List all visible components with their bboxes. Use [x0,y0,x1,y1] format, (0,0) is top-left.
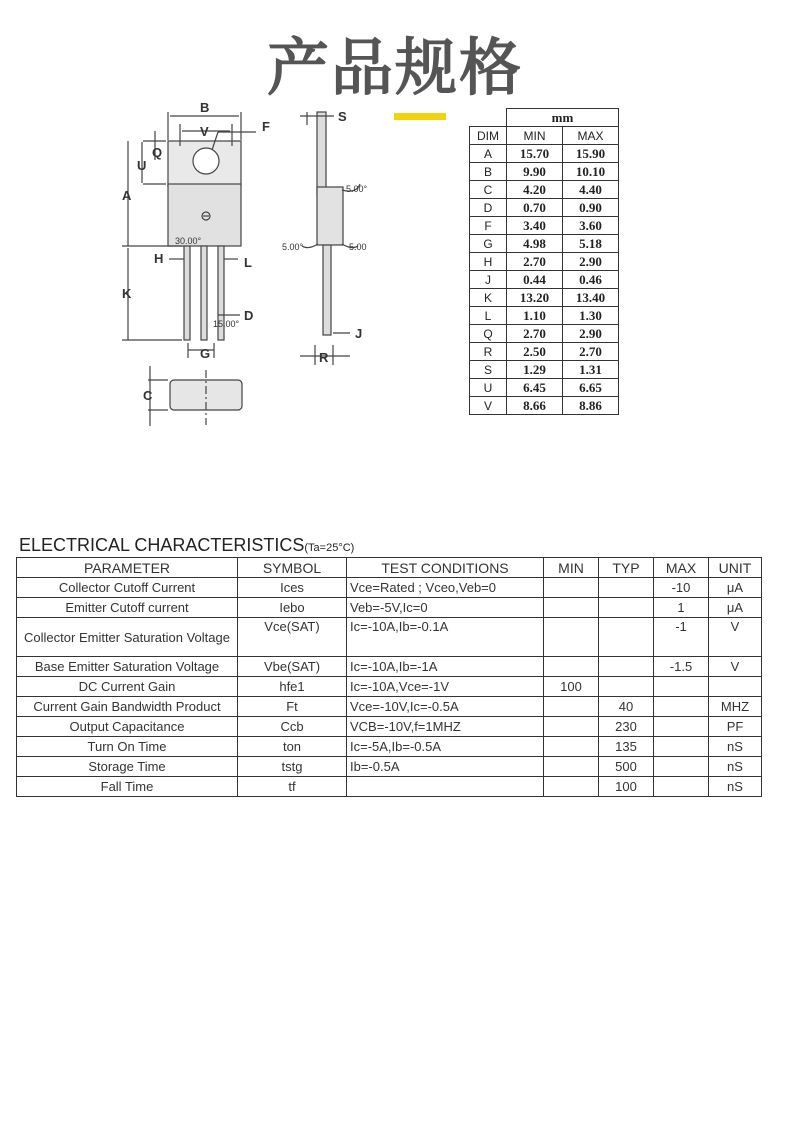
table-row [17,717,762,737]
header-symbol: SYMBOL [238,558,347,578]
cell-conditions [347,777,544,797]
cell-unit: nS [709,777,762,797]
angle-label-5-left: 5.00° [282,242,304,252]
cell-parameter: Fall Time [17,777,238,797]
dim-label-h: H [154,251,164,266]
electrical-section-title [19,535,354,556]
cell-parameter: Turn On Time [17,737,238,757]
dimension-header-row [470,127,619,145]
table-row [17,618,762,657]
cell-min [544,578,599,598]
dimension-max: 1.30 [563,307,619,325]
dimension-min: 8.66 [507,397,563,415]
angle-label-15: 15.00° [213,319,240,329]
dimension-row [470,343,619,361]
cell-min: 100 [544,677,599,697]
dimension-min: 0.44 [507,271,563,289]
dimension-max: 15.90 [563,145,619,163]
dimension-max: 2.90 [563,325,619,343]
cell-parameter: DC Current Gain [17,677,238,697]
cell-conditions: Vce=Rated ; Vceo,Veb=0 [347,578,544,598]
header-max: MAX [654,558,709,578]
dimension-min: 1.10 [507,307,563,325]
dim-label-g: G [200,346,211,361]
table-row [17,757,762,777]
dimension-min: 0.70 [507,199,563,217]
dim-label-u: U [137,158,147,173]
cell-max: -1 [654,618,709,657]
dimension-min: 6.45 [507,379,563,397]
dimension-dim: L [470,307,507,325]
cell-typ: 135 [599,737,654,757]
angle-label-5-top: 5.00° [346,184,368,194]
cell-typ: 100 [599,777,654,797]
cell-symbol: Ccb [238,717,347,737]
dimension-header-min: MIN [507,127,563,145]
dim-label-s: S [338,109,347,124]
cell-symbol: Vbe(SAT) [238,657,347,677]
electrical-characteristics-table [16,557,762,797]
dimension-row [470,181,619,199]
dimension-max: 13.40 [563,289,619,307]
cell-min [544,697,599,717]
package-outline-drawing [110,100,460,430]
dimension-max: 8.86 [563,397,619,415]
cell-min [544,598,599,618]
cell-typ [599,677,654,697]
dimension-dim: C [470,181,507,199]
dimension-min: 2.70 [507,325,563,343]
cell-min [544,757,599,777]
dimension-min: 3.40 [507,217,563,235]
dimension-max: 1.31 [563,361,619,379]
header-parameter: PARAMETER [17,558,238,578]
electrical-condition: (Ta=25°C) [304,542,355,554]
dimension-row [470,289,619,307]
dimension-dim: F [470,217,507,235]
page-title: 产品规格 [266,31,523,104]
cell-unit: V [709,657,762,677]
header-test-conditions: TEST CONDITIONS [347,558,544,578]
dimension-dim: R [470,343,507,361]
dimension-dim: G [470,235,507,253]
dimension-max: 3.60 [563,217,619,235]
table-row [17,677,762,697]
table-row [17,737,762,757]
cell-conditions: Ic=-10A,Ib=-0.1A [347,618,544,657]
dimension-row [470,325,619,343]
cell-typ [599,618,654,657]
dimension-unit-row [470,109,619,127]
dimension-row [470,307,619,325]
dimension-dim: K [470,289,507,307]
header-min: MIN [544,558,599,578]
dimension-dim: A [470,145,507,163]
cell-conditions: Veb=-5V,Ic=0 [347,598,544,618]
dimension-dim: S [470,361,507,379]
dimension-min: 2.70 [507,253,563,271]
cell-symbol: tstg [238,757,347,777]
dimension-row [470,163,619,181]
dimension-row [470,145,619,163]
cell-unit: V [709,618,762,657]
dim-label-f: F [262,119,270,134]
cell-unit [709,677,762,697]
dim-label-d: D [244,308,254,323]
cell-symbol: Ft [238,697,347,717]
dimension-row [470,271,619,289]
electrical-header-row [17,558,762,578]
cell-unit: μA [709,578,762,598]
dimension-row [470,397,619,415]
cell-typ: 230 [599,717,654,737]
cell-conditions: Ib=-0.5A [347,757,544,777]
dimension-row [470,253,619,271]
header-typ: TYP [599,558,654,578]
cell-max [654,717,709,737]
cell-max [654,677,709,697]
dimension-row [470,235,619,253]
cell-unit: MHZ [709,697,762,717]
dim-label-b: B [200,100,210,115]
table-row [17,578,762,598]
dimension-dim: H [470,253,507,271]
dimension-min: 13.20 [507,289,563,307]
dimension-max: 0.46 [563,271,619,289]
dimension-min: 4.20 [507,181,563,199]
dimension-max: 0.90 [563,199,619,217]
cell-min [544,717,599,737]
cell-typ: 40 [599,697,654,717]
cell-symbol: Ices [238,578,347,598]
cell-min [544,777,599,797]
dimension-dim: D [470,199,507,217]
cell-parameter: Base Emitter Saturation Voltage [17,657,238,677]
dimension-max: 4.40 [563,181,619,199]
dimension-dim: B [470,163,507,181]
cell-typ [599,598,654,618]
dimension-table [469,108,619,415]
table-row [17,777,762,797]
dimension-row [470,217,619,235]
dimension-dim: V [470,397,507,415]
cell-max: -1.5 [654,657,709,677]
cell-symbol: ton [238,737,347,757]
cell-max [654,737,709,757]
electrical-title: ELECTRICAL CHARACTERISTICS [19,535,305,555]
cell-conditions: Ic=-10A,Vce=-1V [347,677,544,697]
cell-parameter: Collector Emitter Saturation Voltage [17,618,238,657]
dimension-dim: U [470,379,507,397]
dimension-min: 15.70 [507,145,563,163]
cell-parameter: Current Gain Bandwidth Product [17,697,238,717]
cell-symbol: hfe1 [238,677,347,697]
cell-max: 1 [654,598,709,618]
cell-conditions: VCB=-10V,f=1MHZ [347,717,544,737]
dim-label-k: K [122,286,132,301]
table-row [17,657,762,677]
cell-parameter: Output Capacitance [17,717,238,737]
cell-conditions: Ic=-5A,Ib=-0.5A [347,737,544,757]
dim-label-a: A [122,188,132,203]
angle-label-30: 30.00° [175,236,202,246]
cell-unit: PF [709,717,762,737]
table-row [17,697,762,717]
cell-max [654,757,709,777]
table-row [17,598,762,618]
cell-conditions: Vce=-10V,Ic=-0.5A [347,697,544,717]
cell-max: -10 [654,578,709,598]
dimension-dim: Q [470,325,507,343]
dim-label-l: L [244,255,252,270]
dim-label-v: V [200,124,209,139]
dimension-max: 10.10 [563,163,619,181]
cell-symbol: Vce(SAT) [238,618,347,657]
dimension-header-max: MAX [563,127,619,145]
dimension-dim: J [470,271,507,289]
cell-symbol: tf [238,777,347,797]
cell-max [654,697,709,717]
cell-unit: nS [709,737,762,757]
cell-max [654,777,709,797]
dim-label-j: J [355,326,363,341]
cell-parameter: Storage Time [17,757,238,777]
dimension-row [470,361,619,379]
cell-min [544,657,599,677]
cell-parameter: Emitter Cutoff current [17,598,238,618]
dimension-min: 1.29 [507,361,563,379]
cell-typ [599,657,654,677]
dimension-row [470,199,619,217]
dimension-max: 2.70 [563,343,619,361]
dimension-max: 2.90 [563,253,619,271]
dimension-max: 5.18 [563,235,619,253]
dimension-header-dim: DIM [470,127,507,145]
dimension-min: 2.50 [507,343,563,361]
dim-label-q: Q [152,145,163,160]
dimension-min: 9.90 [507,163,563,181]
cell-typ [599,578,654,598]
cell-min [544,737,599,757]
cell-min [544,618,599,657]
dimension-min: 4.98 [507,235,563,253]
cell-symbol: Iebo [238,598,347,618]
cell-conditions: Ic=-10A,Ib=-1A [347,657,544,677]
angle-label-5-right: 5.00 [349,242,367,252]
header-unit: UNIT [709,558,762,578]
dim-label-r: R [319,350,329,365]
dimension-unit: mm [507,109,619,127]
dimension-max: 6.65 [563,379,619,397]
cell-unit: nS [709,757,762,777]
cell-typ: 500 [599,757,654,777]
cell-unit: μA [709,598,762,618]
cell-parameter: Collector Cutoff Current [17,578,238,598]
dimension-row [470,379,619,397]
dim-label-c: C [143,388,153,403]
